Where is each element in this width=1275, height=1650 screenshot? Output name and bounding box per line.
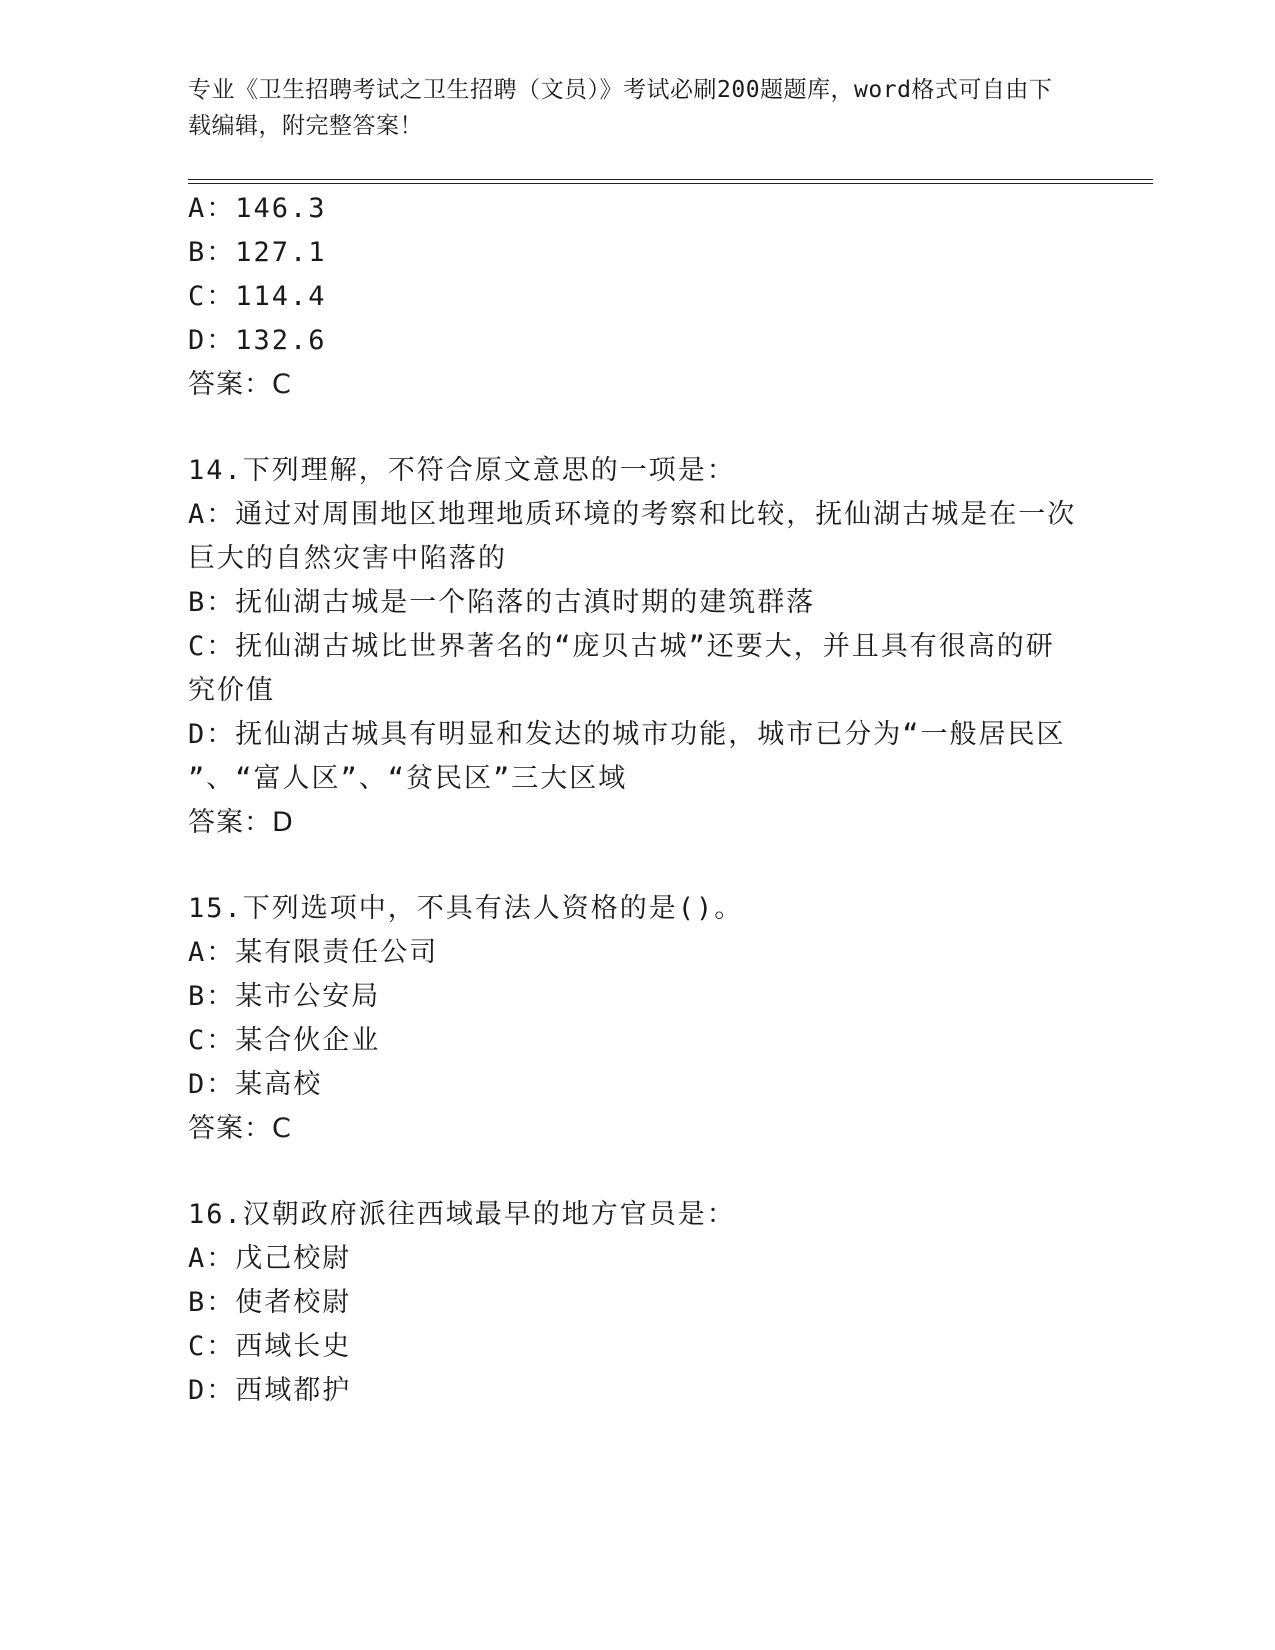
q13-option-a: A：146.3	[188, 193, 327, 224]
q13-option-d: D：132.6	[188, 325, 327, 356]
q14-question: 14.下列理解，不符合原文意思的一项是：	[188, 455, 736, 486]
q16-option-a: A：戊己校尉	[188, 1243, 352, 1274]
q15-option-c: C：某合伙企业	[188, 1025, 381, 1056]
q14-option-d-line1: D：抚仙湖古城具有明显和发达的城市功能，城市已分为“一般居民区	[188, 719, 1066, 750]
q16-option-b: B：使者校尉	[188, 1287, 352, 1318]
page-header: 专业《卫生招聘考试之卫生招聘（文员）》考试必刷200题题库，word格式可自由下载编辑，附完整答案！	[188, 77, 1053, 139]
q16-option-d: D：西域都护	[188, 1375, 352, 1406]
q16-option-c: C：西域长史	[188, 1331, 352, 1362]
q15-option-b: B：某市公安局	[188, 981, 381, 1012]
q15-option-d: D：某高校	[188, 1069, 323, 1100]
q14-option-d-line2: ”、“富人区”、“贫民区”三大区域	[188, 763, 628, 794]
q14-answer: 答案：D	[188, 807, 294, 838]
q13-answer: 答案：C	[188, 369, 292, 400]
q15-answer: 答案：C	[188, 1113, 292, 1144]
q14-option-c-line1: C：抚仙湖古城比世界著名的“庞贝古城”还要大，并且具有很高的研	[188, 631, 1055, 662]
header-divider-top	[188, 179, 1153, 180]
q13-option-b: B：127.1	[188, 237, 327, 268]
header-divider-bottom	[188, 183, 1153, 184]
q15-option-a: A：某有限责任公司	[188, 937, 439, 968]
q14-option-b: B：抚仙湖古城是一个陷落的古滇时期的建筑群落	[188, 587, 816, 618]
q16-question: 16.汉朝政府派往西域最早的地方官员是：	[188, 1199, 736, 1230]
q14-option-a-line2: 巨大的自然灾害中陷落的	[188, 543, 507, 574]
q14-option-c-line2: 究价值	[188, 675, 275, 706]
q13-option-c: C：114.4	[188, 281, 327, 312]
q15-question: 15.下列选项中，不具有法人资格的是()。	[188, 893, 744, 924]
q14-option-a-line1: A：通过对周围地区地理地质环境的考察和比较，抚仙湖古城是在一次	[188, 499, 1077, 530]
